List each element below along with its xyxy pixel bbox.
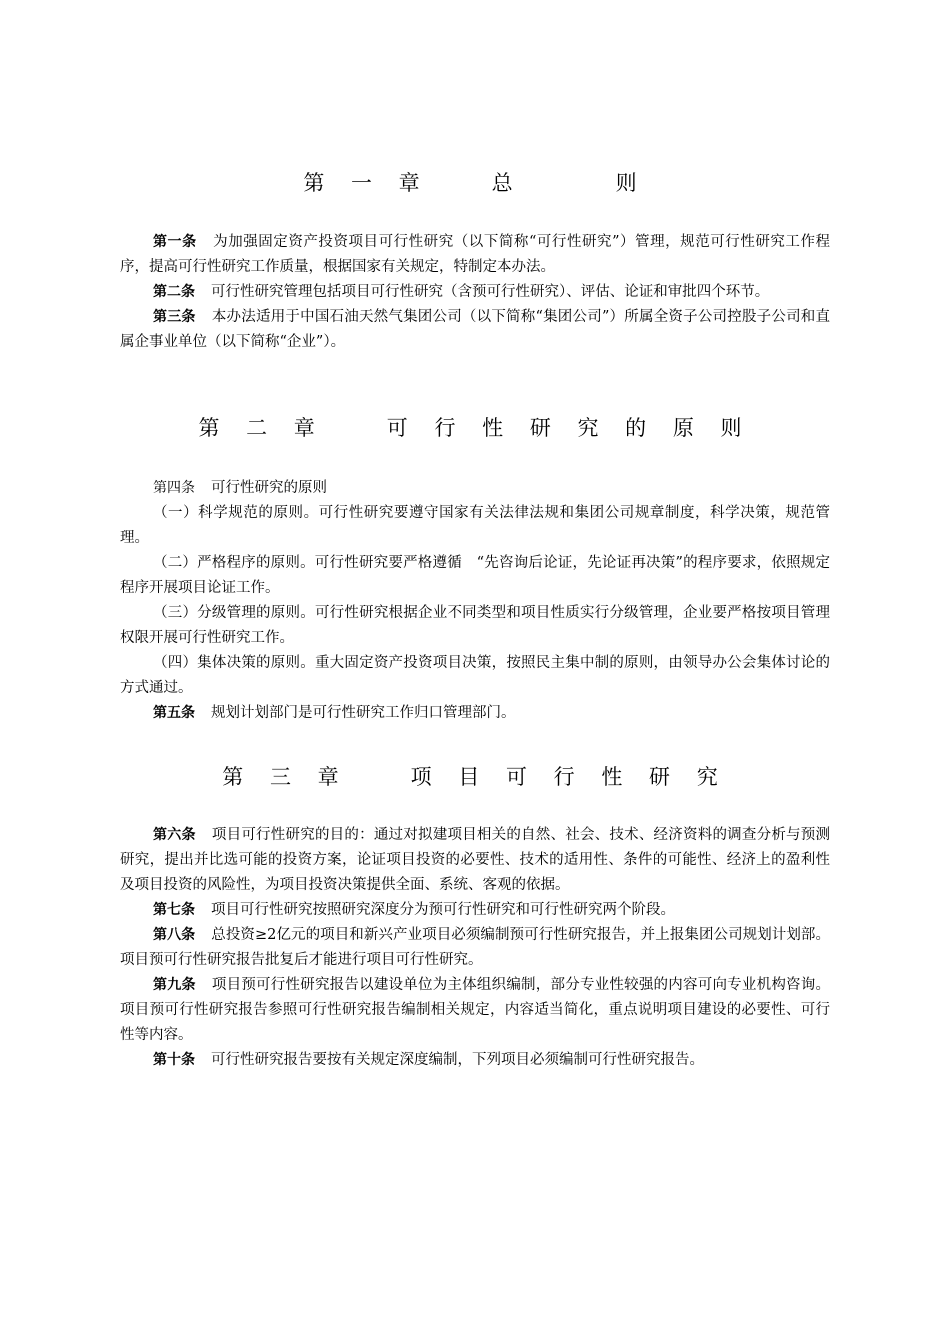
chapter-1-title: 第 一 章 总 则: [303, 171, 647, 195]
chapter-3-body: [120, 823, 830, 1073]
chapter-2-title: 第 二 章 可 行 性 研 究 的 原 则: [198, 416, 752, 440]
article-2: [120, 280, 830, 305]
article-3: [120, 305, 830, 355]
article-5: [120, 701, 830, 726]
article-6: [120, 823, 830, 898]
chapter-1-body: [120, 230, 830, 355]
article-text: 项目预可行性研究报告以建设单位为主体组织编制，部分专业性较强的内容可向专业机构咨询。项目预可行性研究报告参照可行性研究报告编制相关规定，内容适当简化，重点说明项目建设的必要性、可行性等内容。: [120, 977, 831, 1043]
article-text: 可行性研究管理包括项目可行性研究（含预可行性研究）、评估、论证和审批四个环节。: [211, 284, 770, 300]
principle-item: [120, 651, 830, 701]
article-text: （三）分级管理的原则。可行性研究根据企业不同类型和项目性质实行分级管理，企业要严格按项目管理权限开展可行性研究工作。: [120, 605, 830, 646]
article-text: 为加强固定资产投资项目可行性研究（以下简称“可行性研究”）管理，规范可行性研究工作程序，提高可行性研究工作质量，根据国家有关规定，特制定本办法。: [120, 234, 831, 275]
chapter-2-body: [120, 476, 830, 726]
article-8: [120, 923, 830, 973]
article-label: 第八条: [153, 927, 196, 943]
chapter-3-title: 第 三 章 项 目 可 行 性 研 究: [222, 765, 728, 789]
article-7: [120, 898, 830, 923]
article-text: 本办法适用于中国石油天然气集团公司（以下简称“集团公司”）所属全资子公司控股子公司和直属企事业单位（以下简称“企业”）。: [120, 309, 831, 350]
article-text: 总投资≥2亿元的项目和新兴产业项目必须编制预可行性研究报告，并上报集团公司规划计划部。项目预可行性研究报告批复后才能进行项目可行性研究。: [120, 927, 831, 968]
article-text: （四）集体决策的原则。重大固定资产投资项目决策，按照民主集中制的原则，由领导办公会集体讨论的方式通过。: [120, 655, 830, 696]
article-text: 规划计划部门是可行性研究工作归口管理部门。: [211, 705, 516, 721]
article-text: 可行性研究的原则: [211, 480, 327, 496]
article-label: 第五条: [153, 705, 195, 721]
article-10: [120, 1048, 830, 1073]
article-text: 项目可行性研究的目的：通过对拟建项目相关的自然、社会、技术、经济资料的调查分析与预测研究，提出并比选可能的投资方案，论证项目投资的必要性、技术的适用性、条件的可能性、经济上的盈利性及项目投资的风险性，为项目投资决策提供全面、系统、客观的依据。: [120, 827, 831, 893]
article-text: （一）科学规范的原则。可行性研究要遵守国家有关法律法规和集团公司规章制度，科学决策，规范管理。: [120, 505, 830, 546]
article-label: 第一条: [153, 234, 197, 250]
article-label: 第七条: [153, 902, 195, 918]
principle-item: [120, 551, 830, 601]
article-label: 第六条: [153, 827, 196, 843]
article-label: 第十条: [153, 1052, 195, 1068]
article-text: 项目可行性研究按照研究深度分为预可行性研究和可行性研究两个阶段。: [211, 902, 675, 918]
principle-item: [120, 601, 830, 651]
article-label: 第三条: [153, 309, 196, 325]
article-4: [120, 476, 830, 501]
article-1: [120, 230, 830, 280]
article-label: 第九条: [153, 977, 196, 993]
principle-item: [120, 501, 830, 551]
article-text: （二）严格程序的原则。可行性研究要严格遵循 “先咨询后论证，先论证再决策”的程序要求，依照规定程序开展项目论证工作。: [120, 555, 830, 596]
article-label: 第四条: [153, 480, 195, 496]
article-text: 可行性研究报告要按有关规定深度编制，下列项目必须编制可行性研究报告。: [211, 1052, 704, 1068]
article-label: 第二条: [153, 284, 195, 300]
article-9: [120, 973, 830, 1048]
